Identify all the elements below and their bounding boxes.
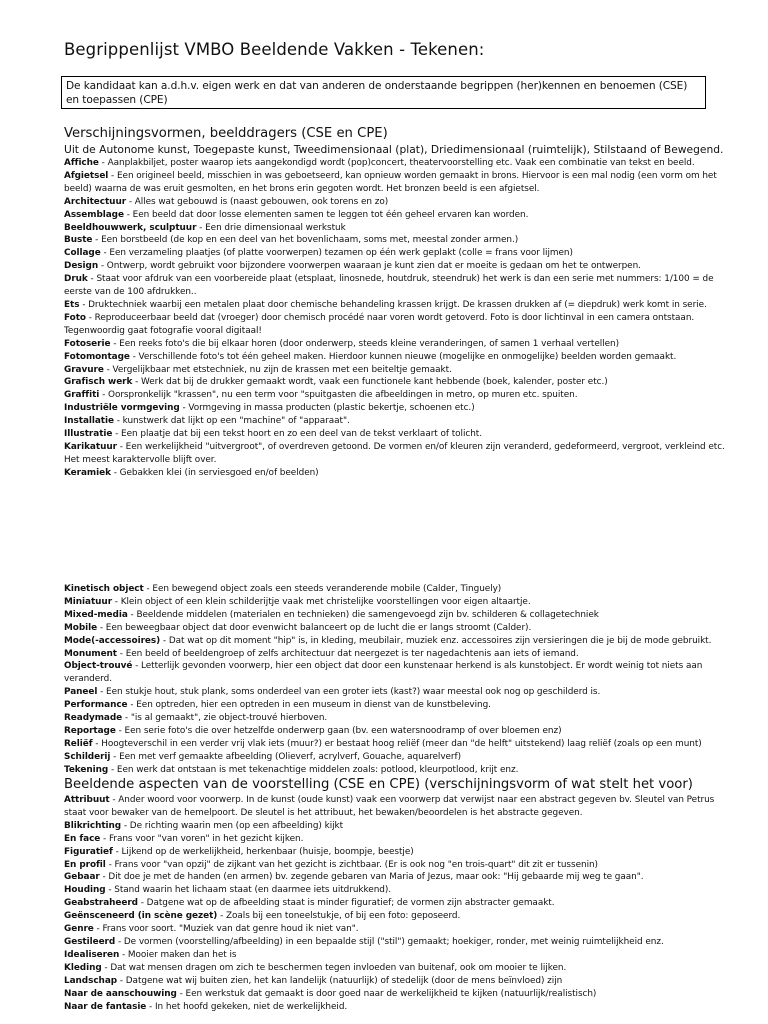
term-entry xyxy=(64,415,724,428)
term-name: Geabstraheerd xyxy=(64,898,138,909)
term-name: Genre xyxy=(64,924,94,935)
term-entry xyxy=(64,846,724,859)
term-entry xyxy=(64,157,724,170)
term-entry xyxy=(64,648,724,661)
term-definition: - Ontwerp, wordt gebruikt voor bijzondere voorwerpen waaraan je kunt zien dat er moeite is gedaan om het te ontwerpen. xyxy=(98,261,641,272)
term-name: Blikrichting xyxy=(64,820,122,831)
term-definition: - In het hoofd gekeken, niet de werkelijkheid. xyxy=(146,1001,348,1012)
term-entry xyxy=(64,635,724,648)
term-name: Landschap xyxy=(64,975,118,986)
term-definition: - Datgene wat op de afbeelding staat is minder figuratief; de vormen zijn abstracter gemaakt. xyxy=(137,898,555,909)
intro-box xyxy=(61,76,706,109)
term-name: Assemblage xyxy=(64,209,124,220)
term-definition: - Klein object of een klein schilderijtje vaak met christelijke voorstellingen voor eigen altaartje. xyxy=(112,596,531,607)
term-name: Kinetisch object xyxy=(64,584,144,594)
term-entry xyxy=(64,1001,724,1014)
term-name: Gebaar xyxy=(64,872,100,883)
term-entry xyxy=(64,299,724,312)
term-entry xyxy=(64,712,724,725)
term-definition: - De vormen (voorstelling/afbeelding) in een bepaalde stijl ("stil") gemaakt; hoekiger, ronder, met weinig ruimtelijkheid enz. xyxy=(115,936,664,947)
term-entry xyxy=(64,738,724,751)
term-entry xyxy=(64,170,724,196)
term-name: En face xyxy=(64,833,101,844)
term-definition-continued: veranderd. xyxy=(64,674,112,685)
term-definition: - Staat voor afdruk van een voorbereide plaat (etsplaat, linosnede, houtdruk, steendruk) het werk is dan een serie met nummers: 1/100 = de xyxy=(87,274,714,285)
term-entry xyxy=(64,764,724,777)
term-name: Idealiseren xyxy=(64,949,120,960)
term-entry xyxy=(64,596,724,609)
term-name: Installatie xyxy=(64,416,114,427)
term-name: Collage xyxy=(64,248,101,259)
term-entry xyxy=(64,622,724,635)
term-name: Naar de fantasie xyxy=(64,1001,147,1012)
term-name: Keramiek xyxy=(64,467,111,478)
term-entry xyxy=(64,897,724,910)
term-definition: - Alles wat gebouwd is (naast gebouwen, ook torens en zo) xyxy=(126,196,389,207)
term-name: Attribuut xyxy=(64,795,110,805)
term-definition: - Gebakken klei (in serviesgoed en/of beelden) xyxy=(110,467,319,478)
term-entry xyxy=(64,699,724,712)
term-name: Industriële vormgeving xyxy=(64,403,180,414)
term-name: Tekening xyxy=(64,764,109,775)
term-entry xyxy=(64,351,724,364)
term-name: Fotoserie xyxy=(64,338,111,349)
term-name: Graffiti xyxy=(64,390,100,401)
term-definition: - Datgene wat wij buiten zien, het kan landelijk (natuurlijk) of stedelijk (door de mens beïnvloed) zijn xyxy=(117,975,563,986)
term-entry xyxy=(64,884,724,897)
term-entry xyxy=(64,260,724,273)
term-entry xyxy=(64,583,724,596)
term-name: Schilderij xyxy=(64,751,111,762)
term-list xyxy=(64,583,724,777)
term-entry xyxy=(64,923,724,936)
term-name: Karikatuur xyxy=(64,441,117,452)
term-entry xyxy=(64,467,724,480)
term-entry xyxy=(64,376,724,389)
term-entry xyxy=(64,725,724,738)
section-subheading: Uit de Autonome kunst, Toegepaste kunst, Tweedimensionaal (plat), Driedimensionaal (ruimtelijk), Stilstaand of Bewegend. xyxy=(64,143,724,156)
term-definition-continued: beeld) waarna de was eruit gesmolten, en het brons erin gegoten wordt. Het bronzen beeld is een afgietsel. xyxy=(64,183,540,194)
term-entry xyxy=(64,196,724,209)
term-name: Grafisch werk xyxy=(64,377,133,388)
term-name: Kleding xyxy=(64,962,102,973)
intro-line: De kandidaat kan a.d.h.v. eigen werk en dat van anderen de onderstaande begrippen (her)kennen en benoemen (CSE) xyxy=(66,80,688,92)
term-definition: - Verschillende foto's tot één geheel maken. Hierdoor kunnen nieuwe (mogelijke en onmogelijke) beelden worden gemaakt. xyxy=(129,351,677,362)
term-definition: - Een reeks foto's die bij elkaar horen (door onderwerp, steeds kleine veranderingen, of samen 1 verhaal vertellen) xyxy=(110,338,619,349)
term-name: Reliëf xyxy=(64,738,93,749)
term-entry xyxy=(64,428,724,441)
term-name: Paneel xyxy=(64,687,98,698)
term-entry xyxy=(64,686,724,699)
section-beeldende-aspecten xyxy=(64,776,724,1013)
term-definition: - Aanplakbiljet, poster waarop iets aangekondigd wordt (pop)concert, theatervoorstelling etc. Vaak een combinatie van tekst en beeld. xyxy=(98,158,695,168)
term-definition: - Druktechniek waarbij een metalen plaat door chemische behandeling krassen krijgt. De krassen drukken af (= diepdruk) werk komt in serie. xyxy=(79,299,707,310)
term-name: Naar de aanschouwing xyxy=(64,988,177,999)
term-definition: - Mooier maken dan het is xyxy=(119,949,237,960)
term-definition: - Een werkelijkheid "uitvergroot", of overdreven getoond. De vormen en/of kleuren zijn veranderd, gedeformeerd, vergroot, verkleind etc. xyxy=(116,441,725,452)
term-name: Performance xyxy=(64,700,128,711)
term-name: Gestileerd xyxy=(64,936,116,947)
term-definition-continued: eerste van de 100 afdrukken.. xyxy=(64,287,197,298)
term-list xyxy=(64,794,724,1013)
term-entry xyxy=(64,936,724,949)
term-definition: - Een origineel beeld, misschien in was geboetseerd, kan opnieuw worden gemaakt in brons. Hiervoor is een mal nodig (een vorm om het xyxy=(108,170,717,181)
term-definition: - Een beeld of beeldengroep of zelfs architectuur dat neergezet is ter nagedachtenis aan iets of iemand. xyxy=(117,648,579,659)
term-definition: - Een werk dat ontstaan is met tekenachtige middelen zoals: potlood, kleurpotlood, krijt enz. xyxy=(108,764,519,775)
term-definition: - Hoogteverschil in een verder vrij vlak iets (muur?) er bestaat hoog reliëf (meer dan "de helft" uitstekend) laag reliëf (zoals op een munt) xyxy=(92,738,702,749)
term-entry xyxy=(64,222,724,235)
term-entry xyxy=(64,820,724,833)
term-entry xyxy=(64,364,724,377)
term-definition: - Lijkend op de werkelijkheid, herkenbaar (huisje, boompje, beestje) xyxy=(112,846,414,857)
term-definition-continued: Het meest karaktervolle blijft over. xyxy=(64,454,217,465)
term-definition-continued: staat voor bewaker van de hemelpoort. De sleutel is het attribuut, het bewaken/beoordelen is het abstracte gegeven. xyxy=(64,807,583,818)
term-entry xyxy=(64,988,724,1001)
term-name: Object-trouvé xyxy=(64,661,133,672)
term-definition: - Een werkstuk dat gemaakt is door goed naar de werkelijkheid te kijken (natuurlijk/realistisch) xyxy=(176,988,597,999)
term-list xyxy=(64,157,724,480)
term-definition: - Dat wat mensen dragen om zich te beschermen tegen invloeden van buitenaf, ook om mooier te lijken. xyxy=(101,962,567,973)
section-verschijningsvormen xyxy=(64,125,724,480)
term-definition: - Een optreden, hier een optreden in een museum in dienst van de kunstbeleving. xyxy=(127,700,491,711)
term-name: Ets xyxy=(64,299,80,310)
term-entry xyxy=(64,247,724,260)
term-entry xyxy=(64,871,724,884)
term-entry xyxy=(64,389,724,402)
term-name: Figuratief xyxy=(64,846,113,857)
term-entry xyxy=(64,859,724,872)
term-definition: - Oorspronkelijk "krassen", nu een term voor "spuitgasten die afbeeldingen in metro, op muren etc. spuiten. xyxy=(99,390,578,401)
term-definition: - Een bewegend object zoals een steeds veranderende mobile (Calder, Tinguely) xyxy=(143,584,502,594)
term-entry xyxy=(64,975,724,988)
term-name: Foto xyxy=(64,312,86,323)
term-entry xyxy=(64,962,724,975)
term-entry xyxy=(64,312,724,338)
term-name: Architectuur xyxy=(64,196,127,207)
term-definition: - De richting waarin men (op een afbeelding) kijkt xyxy=(121,820,344,831)
term-name: Fotomontage xyxy=(64,351,130,362)
term-definition: - Een plaatje dat bij een tekst hoort en zo een deel van de tekst verklaart of tolicht. xyxy=(112,429,482,440)
term-name: Geënsceneerd (in scène gezet) xyxy=(64,911,218,922)
term-definition: - Een drie dimensionaal werkstuk xyxy=(196,222,346,233)
term-name: Beeldhouwwerk, sculptuur xyxy=(64,222,197,233)
term-name: Mode(-accessoires) xyxy=(64,635,161,646)
section-heading: Beeldende aspecten van de voorstelling (CSE en CPE) (verschijningsvorm of wat stelt het voor) xyxy=(64,777,693,792)
term-name: Afgietsel xyxy=(64,170,109,181)
term-entry xyxy=(64,910,724,923)
intro-line: en toepassen (CPE) xyxy=(66,94,168,107)
term-name: Druk xyxy=(64,274,88,285)
term-entry xyxy=(64,949,724,962)
term-name: Readymade xyxy=(64,713,123,724)
term-definition: - Een beweegbaar object dat door evenwicht balanceert op de lucht die er langs stroomt (Calder). xyxy=(97,622,532,633)
term-definition: - Stand waarin het lichaam staat (en daarmee iets uitdrukkend). xyxy=(105,885,392,896)
term-name: Houding xyxy=(64,885,106,896)
term-entry xyxy=(64,338,724,351)
term-name: Illustratie xyxy=(64,429,113,440)
section-heading: Verschijningsvormen, beelddragers (CSE en CPE) xyxy=(64,126,388,141)
term-entry xyxy=(64,209,724,222)
term-name: Buste xyxy=(64,235,93,246)
term-name: Design xyxy=(64,261,99,272)
term-name: Mixed-media xyxy=(64,609,128,620)
term-entry xyxy=(64,833,724,846)
term-definition: - Reproduceerbaar beeld dat (vroeger) door chemisch procédé naar voren wordt getoverd. Foto is door lichtinval in een camera ontstaan. xyxy=(85,312,695,323)
term-entry xyxy=(64,794,724,820)
term-definition: - Vergelijkbaar met etstechniek, nu zijn de krassen met een beiteltje gemaakt. xyxy=(103,364,452,375)
term-name: Miniatuur xyxy=(64,596,113,607)
term-name: Mobile xyxy=(64,622,98,633)
term-definition: - Beeldende middelen (materialen en technieken) die samengevoegd zijn bv. schilderen & collagetechniek xyxy=(127,609,599,620)
term-entry xyxy=(64,402,724,415)
term-definition: - "is al gemaakt", zie object-trouvé hierboven. xyxy=(122,713,328,724)
term-definition: - Werk dat bij de drukker gemaakt wordt, vaak een functionele kant hebbende (boek, kalender, poster etc.) xyxy=(132,377,608,388)
term-definition: - Vormgeving in massa producten (plastic bekertje, schoenen etc.) xyxy=(179,403,475,414)
term-definition: - Een stukje hout, stuk plank, soms onderdeel van een groter iets (kast?) waar meestal ook nog op geschilderd is. xyxy=(97,687,601,698)
term-name: Reportage xyxy=(64,725,116,736)
term-name: Monument xyxy=(64,648,117,659)
section-verschijningsvormen-continued xyxy=(64,583,724,777)
term-entry xyxy=(64,441,724,467)
term-definition: - Een met verf gemaakte afbeelding (Olieverf, acrylverf, Gouache, aquarelverf) xyxy=(110,751,462,762)
term-definition: - Ander woord voor voorwerp. In de kunst (oude kunst) vaak een voorwerp dat verwijst naar een abstract gegeven bv. Sleutel van Petrus xyxy=(109,795,715,805)
term-definition: - Zoals bij een toneelstukje, of bij een foto: geposeerd. xyxy=(217,911,461,922)
term-definition: - Frans voor "van opzij" de zijkant van het gezicht is zichtbaar. (Er is ook nog "en trois-quart" dit zit er tussenin) xyxy=(105,859,598,870)
term-definition: - Frans voor "van voren" in het gezicht kijken. xyxy=(100,833,304,844)
term-name: Affiche xyxy=(64,158,99,168)
term-definition: - Een serie foto's die over hetzelfde onderwerp gaan (bv. een watersnoodramp of over bloemen enz) xyxy=(115,725,562,736)
term-definition: - Een borstbeeld (de kop en een deel van het bovenlichaam, soms met, meestal zonder armen.) xyxy=(92,235,519,246)
term-definition: - Dit doe je met de handen (en armen) bv. zegende gebaren van Maria of Jezus, maar ook: "Hij gebaarde mij weg te gaan". xyxy=(99,872,644,883)
term-entry xyxy=(64,273,724,299)
term-entry xyxy=(64,234,724,247)
term-name: En profil xyxy=(64,859,106,870)
term-entry xyxy=(64,609,724,622)
term-entry xyxy=(64,660,724,686)
term-definition: - Frans voor soort. "Muziek van dat genre houd ik niet van". xyxy=(93,924,359,935)
term-name: Gravure xyxy=(64,364,104,375)
term-definition: - Letterlijk gevonden voorwerp, hier een object dat door een kunstenaar herkend is als kunstobject. Er wordt weinig tot niets aan xyxy=(132,661,703,672)
term-entry xyxy=(64,751,724,764)
term-definition: - Dat wat op dit moment "hip" is, in kleding, meubilair, muziek enz. accessoires zijn versieringen die je bij de mode gebruikt. xyxy=(160,635,712,646)
term-definition: - Een verzameling plaatjes (of platte voorwerpen) tezamen op één werk geplakt (colle = frans voor lijmen) xyxy=(100,248,573,259)
term-definition-continued: Tegenwoordig gaat fotografie vooral digitaal! xyxy=(64,325,262,336)
term-definition: - Een beeld dat door losse elementen samen te leggen tot één geheel ervaren kan worden. xyxy=(123,209,529,220)
document-title: Begrippenlijst VMBO Beeldende Vakken - Tekenen: xyxy=(64,40,485,59)
term-definition: - kunstwerk dat lijkt op een "machine" of "apparaat". xyxy=(113,416,350,427)
